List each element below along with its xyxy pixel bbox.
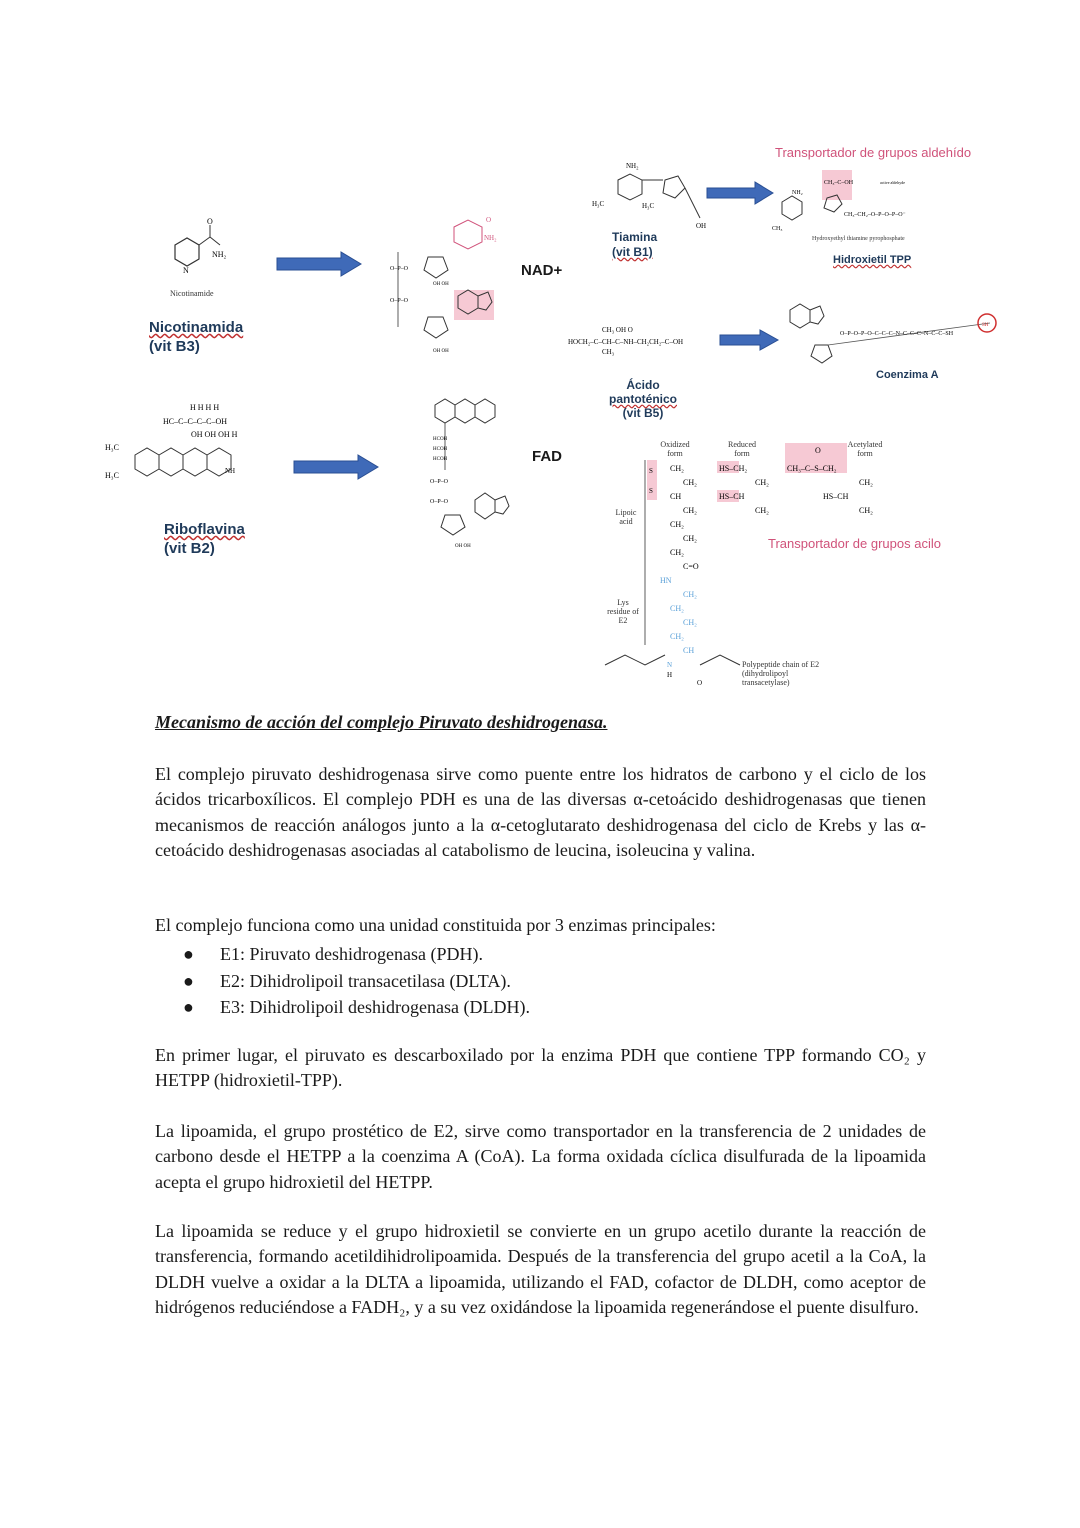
svg-text:H₃C: H₃C (105, 471, 119, 480)
fad-label: FAD (532, 448, 562, 465)
svg-text:CH₂: CH₂ (859, 478, 873, 487)
svg-text:O: O (486, 216, 492, 224)
svg-text:CH₂: CH₂ (670, 464, 684, 473)
list-item: ● E2: Dihidrolipoil transacetilasa (DLTA). (183, 970, 511, 991)
svg-text:NH₂: NH₂ (792, 190, 803, 196)
svg-text:O–P–O: O–P–O (430, 499, 449, 505)
riboflavina-label: Riboflavina (vit B2) (164, 521, 245, 557)
svg-text:HN: HN (660, 576, 672, 585)
svg-text:O–P–O–P–O–C–C–C–N–C–C–C–N–C–C–: O–P–O–P–O–C–C–C–N–C–C–C–N–C–C–SH (840, 331, 954, 337)
transportador-acilo-label: Transportador de grupos acilo (768, 536, 941, 551)
svg-text:NH: NH (225, 467, 236, 475)
svg-text:H₃C: H₃C (642, 202, 655, 210)
svg-text:N: N (667, 661, 673, 669)
coenzyme-a-structure (780, 295, 1005, 375)
svg-text:H₃C: H₃C (592, 200, 605, 208)
arrow-nicotinamide-to-nad (275, 250, 363, 278)
tiamina-label: Tiamina (vit B1) (612, 230, 658, 259)
arrow-riboflavin-to-fad (292, 453, 380, 481)
svg-text:O: O (207, 217, 213, 226)
svg-text:HOCH₂–C–CH–C–NH–CH₂CH₂–C–OH: HOCH₂–C–CH–C–NH–CH₂CH₂–C–OH (568, 338, 684, 346)
svg-text:CH₃: CH₃ (602, 348, 615, 356)
svg-text:CH: CH (670, 492, 682, 501)
svg-text:HCOH: HCOH (433, 457, 448, 462)
enzyme-list (175, 941, 530, 1021)
paragraph-decarboxylation: En primer lugar, el piruvato es descarboxilado por la enzima PDH que contiene TPP formando CO₂ y HETPP (hidroxietil-TPP). (155, 1045, 926, 1091)
svg-text:N: N (183, 266, 189, 275)
svg-text:CH₂: CH₂ (755, 506, 769, 515)
fad-structure (405, 385, 525, 550)
lys-residue-label: Lys residue of E2 (607, 598, 639, 625)
svg-text:HCOH: HCOH (433, 437, 448, 442)
reduced-form-label: Reduced form (728, 440, 756, 458)
svg-text:CH₂: CH₂ (670, 604, 684, 613)
svg-text:HS–CH: HS–CH (719, 492, 745, 501)
svg-text:CH₃–C–S–CH₂: CH₃–C–S–CH₂ (787, 464, 837, 473)
svg-text:HC–C–C–C–C–OH: HC–C–C–C–C–OH (163, 417, 228, 426)
thiamine-structure (590, 158, 720, 233)
svg-text:CH₂: CH₂ (683, 618, 697, 627)
svg-text:OH OH: OH OH (455, 544, 471, 549)
section-title: Mecanismo de acción del complejo Piruvato deshidrogenasa. (155, 712, 608, 732)
list-item: ● E3: Dihidrolipoil deshidrogenasa (DLDH). (183, 997, 530, 1017)
svg-text:CH₂: CH₂ (670, 548, 684, 557)
arrow-pantothenic-to-coa (718, 328, 780, 352)
nicotinamide-structure (150, 215, 245, 280)
svg-text:CH₂: CH₂ (683, 506, 697, 515)
svg-text:H: H (667, 671, 673, 679)
hydroxyethyl-tpp-struct-label: Hydroxyethyl thiamine pyrophosphate (812, 236, 905, 242)
pantothenic-acid-structure (568, 320, 718, 360)
svg-text:CH₂: CH₂ (755, 478, 769, 487)
svg-text:CH: CH (683, 646, 695, 655)
lipoic-acid-label: Lipoic acid (615, 508, 637, 526)
svg-text:CH₃–CH₂–O–P–O–P–O⁻: CH₃–CH₂–O–P–O–P–O⁻ (844, 212, 906, 218)
svg-text:OH OH: OH OH (433, 282, 449, 287)
svg-text:CH₃–C–OH: CH₃–C–OH (824, 180, 854, 186)
svg-text:HCOH: HCOH (433, 447, 448, 452)
svg-text:NH₂: NH₂ (212, 250, 227, 259)
svg-text:OH OH OH H: OH OH OH H (191, 430, 238, 439)
svg-text:CH₂: CH₂ (670, 632, 684, 641)
nad-structure (388, 212, 508, 362)
riboflavin-structure (105, 400, 285, 490)
svg-text:H₃C: H₃C (105, 443, 119, 452)
paragraph-lipoamide: La lipoamida, el grupo prostético de E2, sirve como transportador en la transferencia de 2 unidades de carbono desde el HETPP a la coenzima A (CoA). La forma oxidada cíclica disulfurada de la lipoamida acepta el grupo hidroxietil del HETPP. (155, 1121, 926, 1192)
svg-text:HS–CH₂: HS–CH₂ (719, 464, 748, 473)
svg-text:H H H H: H H H H (190, 403, 220, 412)
svg-text:CH₂: CH₂ (683, 478, 697, 487)
svg-text:NH₂: NH₂ (484, 234, 497, 242)
arrow-thiamine-to-tpp (705, 180, 775, 206)
oxidized-form-label: Oxidized form (660, 440, 690, 458)
acetylated-form-label: Acetylated form (847, 440, 883, 458)
paragraph-intro: El complejo piruvato deshidrogenasa sirve como puente entre los hidratos de carbono y el ciclo de los ácidos tricarboxílicos. El complejo PDH es una de las diversas α-cetoácido deshidrogenasas que tienen mecanismos de reacción análogos junto a la α-cetoglutarato deshidrogenasa del ciclo de Krebs y las α-cetoácido deshidrogenasas asociadas al catabolismo de leucina, isoleucina y valina. (155, 764, 926, 860)
svg-text:CH₂: CH₂ (670, 520, 684, 529)
svg-text:active aldehyde: active aldehyde (880, 180, 905, 185)
svg-text:O: O (815, 446, 821, 455)
nad-label: NAD+ (521, 262, 563, 279)
hidroxietil-tpp-label: Hidroxietil TPP (833, 254, 912, 266)
svg-text:CH₃: CH₃ (772, 226, 783, 232)
transportador-aldehido-label: Transportador de grupos aldehído (775, 145, 972, 160)
svg-text:O–P–O: O–P–O (430, 479, 449, 485)
coenzima-a-label: Coenzima A (876, 369, 939, 381)
svg-text:O–P–O: O–P–O (390, 266, 409, 272)
svg-text:NH₂: NH₂ (626, 162, 639, 170)
svg-text:HS–CH: HS–CH (823, 492, 849, 501)
nicotinamida-label: Nicotinamida (vit B3) (149, 319, 244, 355)
acido-pantotenico-label: Ácido pantoténico (vit B5) (609, 378, 677, 420)
list-item: ● E1: Piruvato deshidrogenasa (PDH). (183, 944, 483, 964)
paragraph-reduction: La lipoamida se reduce y el grupo hidroxietil se convierte en un grupo acetilo durante la reacción de transferencia, formando acetildihidrolipoamida. Después de la transferencia del grupo acetil a la CoA, la DLDH vuelve a oxidar a la DLTA a lipoamida, utilizando el FAD, cofactor de DLDH, como aceptor de hidrógenos reduciéndose a FADH₂, y a su vez oxidándose la lipoamida regenerándose el puente disulfuro. (155, 1221, 926, 1317)
svg-text:CH₂: CH₂ (683, 534, 697, 543)
svg-text:OH: OH (696, 222, 707, 230)
svg-text:OH OH: OH OH (433, 349, 449, 354)
svg-text:S: S (649, 487, 653, 495)
svg-text:CH₂: CH₂ (859, 506, 873, 515)
svg-text:S: S (649, 467, 653, 475)
svg-text:O: O (697, 679, 703, 687)
nicotinamide-struct-label: Nicotinamide (170, 289, 214, 298)
paragraph-enzymes-intro: El complejo funciona como una unidad constituida por 3 enzimas principales: (155, 915, 716, 935)
polypeptide-chain-label: Polypeptide chain of E2 (dihydrolipoyl transacetylase) (742, 660, 820, 687)
svg-text:SH: SH (982, 323, 989, 328)
svg-text:O–P–O: O–P–O (390, 298, 409, 304)
svg-text:CH₃ OH O: CH₃ OH O (602, 326, 633, 334)
svg-text:C=O: C=O (683, 562, 699, 571)
hydroxyethyl-tpp-structure (772, 162, 972, 234)
svg-text:CH₂: CH₂ (683, 590, 697, 599)
